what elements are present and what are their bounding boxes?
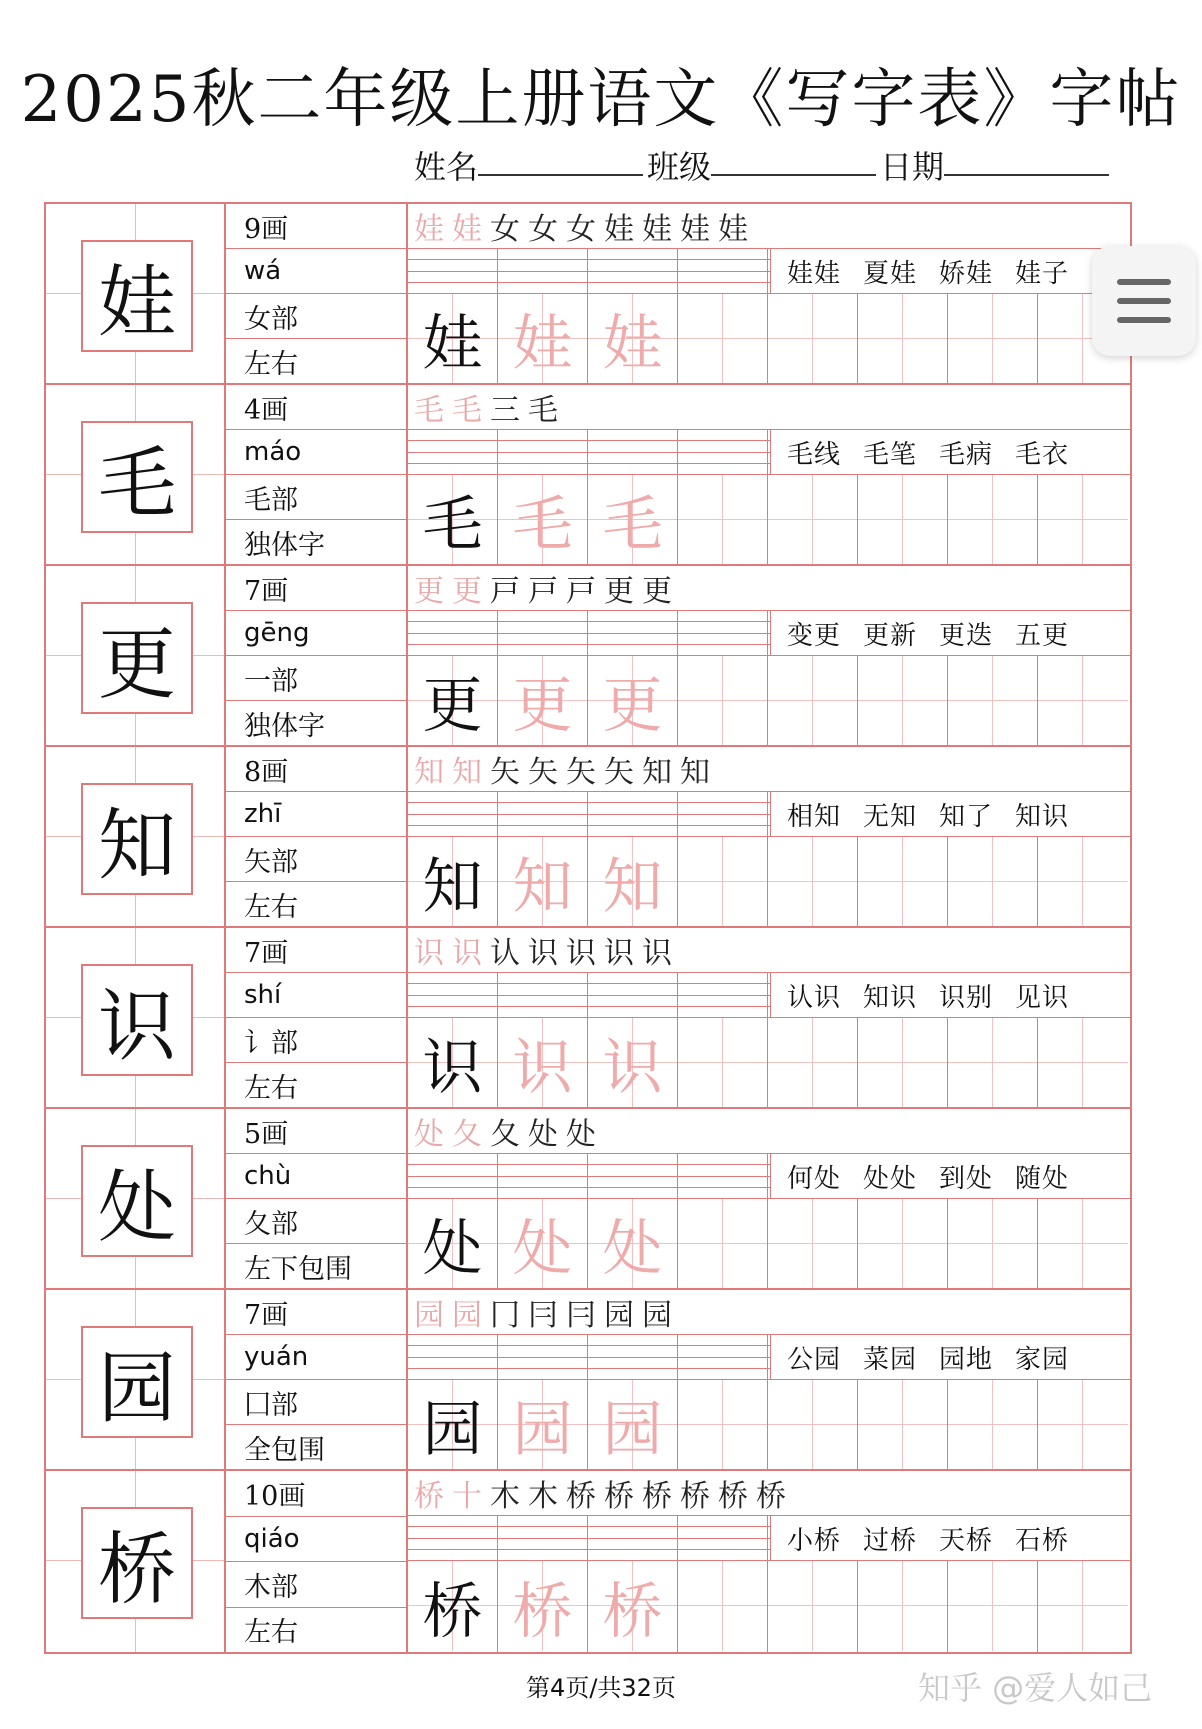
stroke-order <box>408 928 1130 973</box>
blank-cell[interactable] <box>768 1380 858 1469</box>
blank-cell[interactable] <box>768 475 858 564</box>
pinyin: máo <box>226 430 406 475</box>
model-char-cell <box>46 566 226 745</box>
example-cell: 更 <box>408 656 498 745</box>
practice-area <box>408 566 1130 745</box>
watermark: 知乎 @爱人如己 <box>918 1669 1153 1707</box>
stroke-step: 园 <box>604 1298 634 1333</box>
char-row <box>46 747 1130 928</box>
blank-cell[interactable] <box>858 1380 948 1469</box>
stroke-step: 娃 <box>452 212 482 247</box>
stroke-count: 5画 <box>226 1109 406 1154</box>
model-char-cell <box>46 928 226 1107</box>
blank-cell[interactable] <box>1038 475 1130 564</box>
trace-cell: 处 <box>498 1199 588 1288</box>
practice-area <box>408 747 1130 926</box>
word: 知识 <box>1015 801 1070 832</box>
word: 变更 <box>787 620 842 651</box>
char-meta <box>226 747 408 926</box>
model-char-cell <box>46 1109 226 1288</box>
stroke-step: 桥 <box>718 1479 748 1514</box>
pinyin-writing-lines[interactable] <box>408 249 771 293</box>
blank-cell[interactable] <box>1038 1380 1130 1469</box>
stroke-step: 知 <box>452 755 482 790</box>
stroke-step: 桥 <box>642 1479 672 1514</box>
trace-cell: 园 <box>588 1380 678 1469</box>
pinyin-writing-lines[interactable] <box>408 1516 771 1560</box>
blank-cell[interactable] <box>948 656 1038 745</box>
blank-cell[interactable] <box>948 294 1038 383</box>
blank-cell[interactable] <box>678 1199 768 1288</box>
blank-cell[interactable] <box>678 1380 768 1469</box>
stroke-step: 矢 <box>566 755 596 790</box>
stroke-count: 9画 <box>226 204 406 249</box>
blank-cell[interactable] <box>1038 1199 1130 1288</box>
char-row <box>46 928 1130 1109</box>
stroke-step: 女 <box>490 212 520 247</box>
word: 五更 <box>1015 620 1070 651</box>
model-char-cell <box>46 1471 226 1652</box>
writing-grid <box>408 1199 1130 1288</box>
stroke-count: 4画 <box>226 385 406 430</box>
writing-grid <box>408 1380 1130 1469</box>
model-char: 毛 <box>81 421 193 533</box>
stroke-step: 毛 <box>414 393 444 428</box>
blank-cell[interactable] <box>1038 656 1130 745</box>
pinyin-writing-lines[interactable] <box>408 792 771 836</box>
blank-cell[interactable] <box>768 656 858 745</box>
writing-grid <box>408 656 1130 745</box>
word: 家园 <box>1015 1344 1070 1375</box>
model-char: 娃 <box>81 240 193 352</box>
stroke-order <box>408 747 1130 792</box>
trace-cell: 处 <box>588 1199 678 1288</box>
word: 夏娃 <box>863 258 918 289</box>
word: 见识 <box>1015 982 1070 1013</box>
pinyin: yuán <box>226 1335 406 1380</box>
blank-cell[interactable] <box>948 1018 1038 1107</box>
stroke-count: 8画 <box>226 747 406 792</box>
stroke-step: 识 <box>642 936 672 971</box>
model-char: 知 <box>81 783 193 895</box>
blank-cell[interactable] <box>948 1561 1038 1652</box>
stroke-step: 识 <box>566 936 596 971</box>
stroke-step: 桥 <box>414 1479 444 1514</box>
page-number: 第4页/共32页 <box>526 1674 676 1702</box>
writing-grid <box>408 837 1130 926</box>
practice-area <box>408 1471 1130 1652</box>
stroke-step: 女 <box>566 212 596 247</box>
stroke-step: 戸 <box>490 574 520 609</box>
stroke-step: 处 <box>566 1117 596 1152</box>
trace-cell: 娃 <box>498 294 588 383</box>
trace-cell: 更 <box>588 656 678 745</box>
model-char: 更 <box>81 602 193 714</box>
stroke-step: 冃 <box>528 1298 558 1333</box>
char-row <box>46 204 1130 385</box>
blank-cell[interactable] <box>948 475 1038 564</box>
stroke-step: 知 <box>642 755 672 790</box>
date-label: 日期 <box>880 148 945 186</box>
pinyin-writing-lines[interactable] <box>408 1335 771 1379</box>
stroke-step: 矢 <box>490 755 520 790</box>
word: 知识 <box>863 982 918 1013</box>
blank-cell[interactable] <box>858 1199 948 1288</box>
stroke-step: 夂 <box>490 1117 520 1152</box>
radical: 讠部 <box>226 1018 406 1063</box>
name-blank <box>478 142 643 176</box>
example-cell: 识 <box>408 1018 498 1107</box>
word: 过桥 <box>863 1525 918 1556</box>
word: 毛线 <box>787 439 842 470</box>
stroke-step: 知 <box>680 755 710 790</box>
date-blank <box>944 142 1109 176</box>
stroke-step: 矢 <box>528 755 558 790</box>
blank-cell[interactable] <box>678 1561 768 1652</box>
structure: 左右 <box>244 891 298 923</box>
radical: 矢部 <box>226 837 406 882</box>
stroke-step: 更 <box>452 574 482 609</box>
trace-cell: 识 <box>498 1018 588 1107</box>
word: 到处 <box>939 1163 994 1194</box>
blank-cell[interactable] <box>858 294 948 383</box>
stroke-step: 娃 <box>414 212 444 247</box>
stroke-step: 知 <box>414 755 444 790</box>
stroke-step: 三 <box>490 393 520 428</box>
pinyin-writing-lines[interactable] <box>408 611 771 655</box>
blank-cell[interactable] <box>1038 1561 1130 1652</box>
pinyin: qiáo <box>226 1517 406 1563</box>
stroke-order <box>408 566 1130 611</box>
model-char: 园 <box>81 1326 193 1438</box>
pinyin: gēng <box>226 611 406 656</box>
blank-cell[interactable] <box>768 1199 858 1288</box>
word-list <box>771 1154 1130 1198</box>
pinyin-writing-lines[interactable] <box>408 1154 771 1198</box>
blank-cell[interactable] <box>678 837 768 926</box>
word-list <box>771 1516 1130 1560</box>
word-list <box>771 1335 1130 1379</box>
blank-cell[interactable] <box>768 294 858 383</box>
stroke-order <box>408 1471 1130 1516</box>
stroke-order <box>408 1109 1130 1154</box>
blank-cell[interactable] <box>858 656 948 745</box>
word-list <box>771 430 1130 474</box>
trace-cell: 园 <box>498 1380 588 1469</box>
student-info <box>414 142 1113 188</box>
stroke-step: 认 <box>490 936 520 971</box>
pinyin-writing-lines[interactable] <box>408 430 771 474</box>
stroke-count: 7画 <box>226 928 406 973</box>
trace-cell: 更 <box>498 656 588 745</box>
word: 小桥 <box>787 1525 842 1556</box>
word-list <box>771 249 1130 293</box>
char-meta <box>226 1109 408 1288</box>
blank-cell[interactable] <box>678 294 768 383</box>
stroke-step: 园 <box>642 1298 672 1333</box>
trace-cell: 识 <box>588 1018 678 1107</box>
word: 更迭 <box>939 620 994 651</box>
stroke-step: 娃 <box>718 212 748 247</box>
practice-area <box>408 385 1130 564</box>
stroke-step: 桥 <box>566 1479 596 1514</box>
stroke-step: 夂 <box>452 1117 482 1152</box>
stroke-step: 园 <box>414 1298 444 1333</box>
blank-cell[interactable] <box>948 837 1038 926</box>
practice-area <box>408 1290 1130 1469</box>
blank-cell[interactable] <box>768 1018 858 1107</box>
char-row <box>46 1109 1130 1290</box>
blank-cell[interactable] <box>1038 837 1130 926</box>
word: 毛病 <box>939 439 994 470</box>
stroke-order <box>408 1290 1130 1335</box>
blank-cell[interactable] <box>1038 1018 1130 1107</box>
stroke-count: 7画 <box>226 566 406 611</box>
writing-grid <box>408 294 1130 383</box>
blank-cell[interactable] <box>678 656 768 745</box>
blank-cell[interactable] <box>678 1018 768 1107</box>
word: 无知 <box>863 801 918 832</box>
structure: 独体字 <box>244 710 325 742</box>
practice-area <box>408 204 1130 383</box>
example-cell: 园 <box>408 1380 498 1469</box>
radical: 夂部 <box>226 1199 406 1244</box>
example-cell: 娃 <box>408 294 498 383</box>
example-cell: 知 <box>408 837 498 926</box>
practice-sheet <box>44 202 1132 1654</box>
trace-cell: 毛 <box>588 475 678 564</box>
stroke-step: 娃 <box>604 212 634 247</box>
char-row <box>46 566 1130 747</box>
stroke-step: 更 <box>414 574 444 609</box>
menu-button[interactable] <box>1092 246 1196 356</box>
structure: 左右 <box>244 1617 298 1649</box>
stroke-step: 桥 <box>604 1479 634 1514</box>
model-char-cell <box>46 204 226 383</box>
word: 园地 <box>939 1344 994 1375</box>
writing-grid <box>408 1018 1130 1107</box>
stroke-step: 处 <box>528 1117 558 1152</box>
model-char-cell <box>46 1290 226 1469</box>
trace-cell: 知 <box>588 837 678 926</box>
model-char-cell <box>46 385 226 564</box>
model-char-cell <box>46 747 226 926</box>
stroke-step: 冂 <box>490 1298 520 1333</box>
example-cell: 毛 <box>408 475 498 564</box>
writing-grid <box>408 475 1130 564</box>
char-meta <box>226 204 408 383</box>
class-blank <box>711 142 876 176</box>
stroke-step: 冃 <box>566 1298 596 1333</box>
stroke-step: 木 <box>490 1479 520 1514</box>
word: 娃子 <box>1015 258 1070 289</box>
trace-cell: 桥 <box>588 1561 678 1652</box>
blank-cell[interactable] <box>858 475 948 564</box>
word-list <box>771 611 1130 655</box>
stroke-count: 10画 <box>226 1471 406 1517</box>
trace-cell: 桥 <box>498 1561 588 1652</box>
radical: 毛部 <box>226 475 406 520</box>
word: 知了 <box>939 801 994 832</box>
stroke-order <box>408 204 1130 249</box>
blank-cell[interactable] <box>858 837 948 926</box>
stroke-step: 更 <box>604 574 634 609</box>
word: 毛衣 <box>1015 439 1070 470</box>
stroke-step: 戸 <box>528 574 558 609</box>
word: 更新 <box>863 620 918 651</box>
pinyin: wá <box>226 249 406 294</box>
stroke-step: 识 <box>414 936 444 971</box>
word: 娃娃 <box>787 258 842 289</box>
word: 处处 <box>863 1163 918 1194</box>
radical: 囗部 <box>226 1380 406 1425</box>
word: 菜园 <box>863 1344 918 1375</box>
radical: 一部 <box>226 656 406 701</box>
stroke-step: 毛 <box>528 393 558 428</box>
stroke-step: 木 <box>528 1479 558 1514</box>
stroke-step: 毛 <box>452 393 482 428</box>
model-char: 识 <box>81 964 193 1076</box>
example-cell: 桥 <box>408 1561 498 1652</box>
practice-area <box>408 1109 1130 1288</box>
structure: 左右 <box>244 348 298 380</box>
char-row <box>46 1290 1130 1471</box>
stroke-step: 识 <box>604 936 634 971</box>
word: 认识 <box>787 982 842 1013</box>
model-char: 处 <box>81 1145 193 1257</box>
stroke-step: 戸 <box>566 574 596 609</box>
pinyin-writing-lines[interactable] <box>408 973 771 1017</box>
char-meta <box>226 1471 408 1652</box>
stroke-step: 矢 <box>604 755 634 790</box>
trace-cell: 毛 <box>498 475 588 564</box>
blank-cell[interactable] <box>948 1199 1038 1288</box>
char-meta <box>226 1290 408 1469</box>
structure: 左下包围 <box>244 1253 352 1285</box>
stroke-step: 处 <box>414 1117 444 1152</box>
word: 娇娃 <box>939 258 994 289</box>
blank-cell[interactable] <box>858 1561 948 1652</box>
word: 相知 <box>787 801 842 832</box>
stroke-step: 桥 <box>756 1479 786 1514</box>
word: 石桥 <box>1015 1525 1070 1556</box>
structure: 独体字 <box>244 529 325 561</box>
stroke-step: 十 <box>452 1479 482 1514</box>
writing-grid <box>408 1561 1130 1652</box>
stroke-step: 园 <box>452 1298 482 1333</box>
word: 随处 <box>1015 1163 1070 1194</box>
blank-cell[interactable] <box>768 1561 858 1652</box>
stroke-count: 7画 <box>226 1290 406 1335</box>
word-list <box>771 973 1130 1017</box>
radical: 木部 <box>226 1562 406 1608</box>
stroke-step: 桥 <box>680 1479 710 1514</box>
word: 毛笔 <box>863 439 918 470</box>
blank-cell[interactable] <box>678 475 768 564</box>
stroke-step: 识 <box>528 936 558 971</box>
hamburger-icon <box>1115 275 1173 327</box>
trace-cell: 娃 <box>588 294 678 383</box>
word-list <box>771 792 1130 836</box>
pinyin: shí <box>226 973 406 1018</box>
trace-cell: 知 <box>498 837 588 926</box>
model-char: 桥 <box>81 1507 193 1619</box>
word: 天桥 <box>939 1525 994 1556</box>
char-row <box>46 1471 1130 1652</box>
class-label: 班级 <box>647 148 712 186</box>
radical: 女部 <box>226 294 406 339</box>
char-meta <box>226 385 408 564</box>
char-meta <box>226 566 408 745</box>
stroke-order <box>408 385 1130 430</box>
pinyin: zhī <box>226 792 406 837</box>
structure: 全包围 <box>244 1434 325 1466</box>
word: 公园 <box>787 1344 842 1375</box>
structure: 左右 <box>244 1072 298 1104</box>
stroke-step: 更 <box>642 574 672 609</box>
example-cell: 处 <box>408 1199 498 1288</box>
blank-cell[interactable] <box>768 837 858 926</box>
pinyin: chù <box>226 1154 406 1199</box>
stroke-step: 女 <box>528 212 558 247</box>
blank-cell[interactable] <box>948 1380 1038 1469</box>
char-row <box>46 385 1130 566</box>
page-title: 2025秋二年级上册语文《写字表》字帖 <box>20 63 1182 137</box>
stroke-step: 娃 <box>680 212 710 247</box>
word: 识别 <box>939 982 994 1013</box>
stroke-step: 娃 <box>642 212 672 247</box>
blank-cell[interactable] <box>858 1018 948 1107</box>
name-label: 姓名 <box>414 148 479 186</box>
char-meta <box>226 928 408 1107</box>
word: 何处 <box>787 1163 842 1194</box>
practice-area <box>408 928 1130 1107</box>
stroke-step: 识 <box>452 936 482 971</box>
